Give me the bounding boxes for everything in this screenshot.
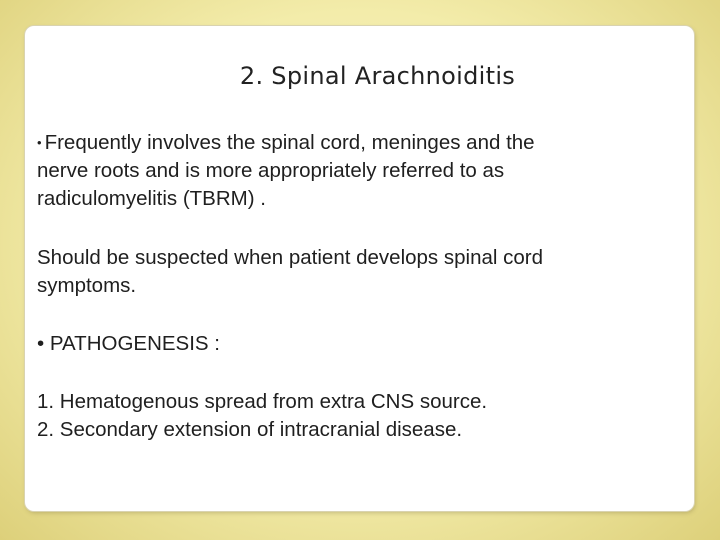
pathogenesis-heading: • PATHOGENESIS : (37, 332, 220, 355)
suspicion-paragraph (37, 244, 677, 300)
pathogenesis-list (37, 388, 677, 444)
description-line-1-text: Frequently involves the spinal cord, meninges and the (44, 131, 535, 154)
description-paragraph (37, 129, 677, 213)
description-line-1 (37, 129, 677, 157)
description-line-3: radiculomyelitis (TBRM) . (37, 187, 266, 210)
suspicion-line-2: symptoms. (37, 274, 137, 297)
pathogenesis-point-2: 2. Secondary extension of intracranial disease. (37, 418, 463, 441)
pathogenesis-point-1: 1. Hematogenous spread from extra CNS source. (37, 390, 488, 413)
slide-title: 2. Spinal Arachnoiditis (239, 62, 516, 90)
slide-card (25, 26, 694, 511)
description-line-2: nerve roots and is more appropriately referred to as (37, 159, 505, 182)
suspicion-line-1: Should be suspected when patient develops spinal cord (37, 246, 544, 269)
bullet-icon: • (37, 135, 42, 150)
